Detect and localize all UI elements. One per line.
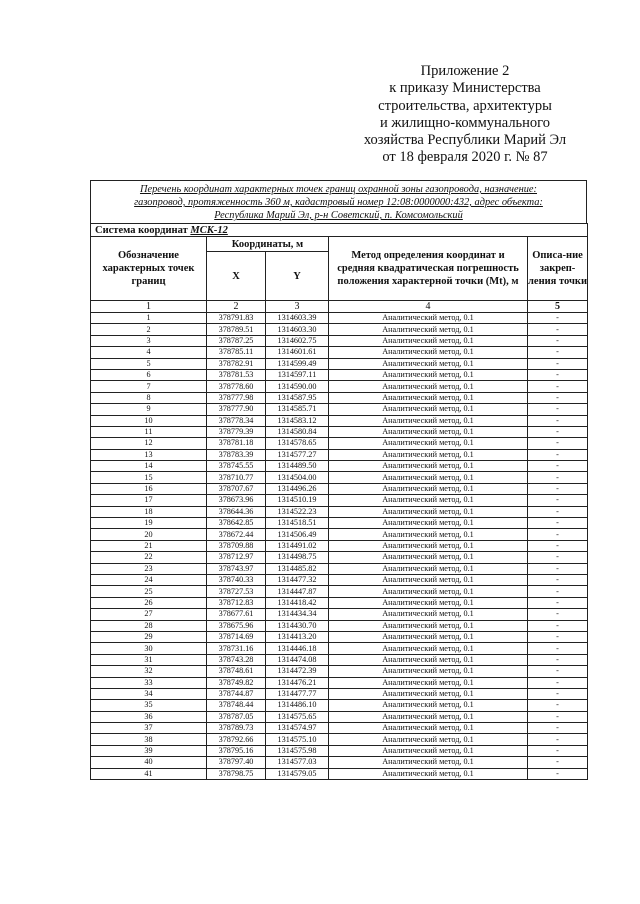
point-number-cell: 29	[91, 631, 207, 642]
point-number-cell: 20	[91, 529, 207, 540]
coord-y-cell: 1314430.70	[266, 620, 329, 631]
point-number-cell: 5	[91, 358, 207, 369]
coord-y-cell: 1314602.75	[266, 335, 329, 346]
table-row	[91, 540, 588, 551]
header-x: X	[207, 252, 266, 301]
table-row	[91, 426, 588, 437]
coord-x-cell: 378792.66	[207, 734, 266, 745]
description-cell: -	[528, 404, 588, 415]
column-number-row	[91, 301, 588, 313]
method-cell: Аналитический метод, 0.1	[329, 563, 528, 574]
method-cell: Аналитический метод, 0.1	[329, 506, 528, 517]
coord-y-cell: 1314601.61	[266, 347, 329, 358]
coord-y-cell: 1314496.26	[266, 483, 329, 494]
method-cell: Аналитический метод, 0.1	[329, 495, 528, 506]
point-number-cell: 1	[91, 313, 207, 324]
column-number: 3	[266, 301, 329, 313]
method-cell: Аналитический метод, 0.1	[329, 552, 528, 563]
appendix-line: строительства, архитектуры	[378, 97, 552, 114]
coord-y-cell: 1314477.77	[266, 688, 329, 699]
coord-y-cell: 1314587.95	[266, 392, 329, 403]
coord-x-cell: 378791.83	[207, 313, 266, 324]
method-cell: Аналитический метод, 0.1	[329, 483, 528, 494]
method-cell: Аналитический метод, 0.1	[329, 438, 528, 449]
coordinates-table	[90, 223, 588, 780]
method-cell: Аналитический метод, 0.1	[329, 711, 528, 722]
description-cell: -	[528, 472, 588, 483]
method-cell: Аналитический метод, 0.1	[329, 654, 528, 665]
point-number-cell: 21	[91, 540, 207, 551]
method-cell: Аналитический метод, 0.1	[329, 381, 528, 392]
description-cell: -	[528, 540, 588, 551]
description-cell: -	[528, 586, 588, 597]
method-cell: Аналитический метод, 0.1	[329, 734, 528, 745]
coord-y-cell: 1314472.39	[266, 666, 329, 677]
method-cell: Аналитический метод, 0.1	[329, 324, 528, 335]
point-number-cell: 41	[91, 768, 207, 779]
coord-x-cell: 378777.90	[207, 404, 266, 415]
description-cell: -	[528, 745, 588, 756]
point-number-cell: 14	[91, 461, 207, 472]
description-cell: -	[528, 609, 588, 620]
method-cell: Аналитический метод, 0.1	[329, 586, 528, 597]
coord-y-cell: 1314506.49	[266, 529, 329, 540]
coord-x-cell: 378712.83	[207, 597, 266, 608]
table-row	[91, 757, 588, 768]
title-line: Перечень координат характерных точек границ охранной зоны газопровода, назначение:	[139, 184, 537, 195]
description-cell: -	[528, 392, 588, 403]
header-method: Метод определения координат и средняя квадратическая погрешность положения характерной точки (Mt), м	[329, 237, 528, 301]
table-row	[91, 574, 588, 585]
point-number-cell: 28	[91, 620, 207, 631]
table-row	[91, 313, 588, 324]
coord-x-cell: 378781.18	[207, 438, 266, 449]
coord-y-cell: 1314446.18	[266, 643, 329, 654]
coord-x-cell: 378644.36	[207, 506, 266, 517]
point-number-cell: 34	[91, 688, 207, 699]
coord-y-cell: 1314486.10	[266, 700, 329, 711]
table-row	[91, 324, 588, 335]
table-row	[91, 518, 588, 529]
description-cell: -	[528, 563, 588, 574]
table-row	[91, 586, 588, 597]
description-cell: -	[528, 506, 588, 517]
point-number-cell: 7	[91, 381, 207, 392]
description-cell: -	[528, 313, 588, 324]
coord-x-cell: 378748.61	[207, 666, 266, 677]
coord-x-cell: 378710.77	[207, 472, 266, 483]
coord-y-cell: 1314418.42	[266, 597, 329, 608]
point-number-cell: 6	[91, 369, 207, 380]
point-number-cell: 9	[91, 404, 207, 415]
point-number-cell: 33	[91, 677, 207, 688]
method-cell: Аналитический метод, 0.1	[329, 358, 528, 369]
coord-x-cell: 378782.91	[207, 358, 266, 369]
coord-x-cell: 378743.97	[207, 563, 266, 574]
point-number-cell: 4	[91, 347, 207, 358]
appendix-line: и жилищно-коммунального	[379, 114, 551, 131]
column-number: 5	[528, 301, 588, 313]
table-row	[91, 335, 588, 346]
point-number-cell: 11	[91, 426, 207, 437]
coord-x-cell: 378675.96	[207, 620, 266, 631]
title-line: газопровод, протяженность 360 м, кадастровый номер 12:08:0000000:432, адрес объекта:	[134, 197, 543, 208]
table-row	[91, 392, 588, 403]
coord-y-cell: 1314578.65	[266, 438, 329, 449]
description-cell: -	[528, 620, 588, 631]
coord-y-cell: 1314489.50	[266, 461, 329, 472]
coord-x-cell: 378777.98	[207, 392, 266, 403]
description-cell: -	[528, 654, 588, 665]
table-row	[91, 461, 588, 472]
table-row	[91, 381, 588, 392]
point-number-cell: 36	[91, 711, 207, 722]
point-number-cell: 24	[91, 574, 207, 585]
coord-x-cell: 378789.51	[207, 324, 266, 335]
point-number-cell: 30	[91, 643, 207, 654]
document-title	[90, 180, 587, 223]
method-cell: Аналитический метод, 0.1	[329, 666, 528, 677]
method-cell: Аналитический метод, 0.1	[329, 426, 528, 437]
table-row	[91, 620, 588, 631]
method-cell: Аналитический метод, 0.1	[329, 688, 528, 699]
title-line: Республика Марий Эл, р-н Советский, п. Комсомольский	[214, 210, 463, 221]
coord-y-cell: 1314575.65	[266, 711, 329, 722]
method-cell: Аналитический метод, 0.1	[329, 723, 528, 734]
description-cell: -	[528, 358, 588, 369]
header-row	[91, 237, 588, 252]
coord-y-cell: 1314504.00	[266, 472, 329, 483]
description-cell: -	[528, 438, 588, 449]
table-row	[91, 415, 588, 426]
table-row	[91, 768, 588, 779]
coord-x-cell: 378714.69	[207, 631, 266, 642]
description-cell: -	[528, 347, 588, 358]
point-number-cell: 10	[91, 415, 207, 426]
coord-y-cell: 1314579.05	[266, 768, 329, 779]
method-cell: Аналитический метод, 0.1	[329, 631, 528, 642]
description-cell: -	[528, 768, 588, 779]
point-number-cell: 22	[91, 552, 207, 563]
header-coords: Координаты, м	[207, 237, 329, 252]
coord-x-cell: 378797.40	[207, 757, 266, 768]
header-y: Y	[266, 252, 329, 301]
coord-y-cell: 1314580.84	[266, 426, 329, 437]
coord-x-cell: 378789.73	[207, 723, 266, 734]
method-cell: Аналитический метод, 0.1	[329, 392, 528, 403]
method-cell: Аналитический метод, 0.1	[329, 677, 528, 688]
method-cell: Аналитический метод, 0.1	[329, 369, 528, 380]
point-number-cell: 40	[91, 757, 207, 768]
method-cell: Аналитический метод, 0.1	[329, 757, 528, 768]
appendix-line: к приказу Министерства	[389, 80, 541, 97]
description-cell: -	[528, 711, 588, 722]
method-cell: Аналитический метод, 0.1	[329, 609, 528, 620]
method-cell: Аналитический метод, 0.1	[329, 404, 528, 415]
coord-x-cell: 378709.88	[207, 540, 266, 551]
point-number-cell: 3	[91, 335, 207, 346]
coord-x-cell: 378798.75	[207, 768, 266, 779]
description-cell: -	[528, 495, 588, 506]
method-cell: Аналитический метод, 0.1	[329, 472, 528, 483]
description-cell: -	[528, 700, 588, 711]
column-number: 1	[91, 301, 207, 313]
description-cell: -	[528, 369, 588, 380]
method-cell: Аналитический метод, 0.1	[329, 518, 528, 529]
table-body	[91, 313, 588, 780]
coord-x-cell: 378743.28	[207, 654, 266, 665]
appendix-header	[320, 63, 610, 167]
coordinates-document	[90, 180, 587, 780]
table-row	[91, 529, 588, 540]
point-number-cell: 38	[91, 734, 207, 745]
point-number-cell: 13	[91, 449, 207, 460]
table-row	[91, 483, 588, 494]
point-number-cell: 12	[91, 438, 207, 449]
coord-x-cell: 378783.39	[207, 449, 266, 460]
coord-x-cell: 378712.97	[207, 552, 266, 563]
coord-x-cell: 378745.55	[207, 461, 266, 472]
method-cell: Аналитический метод, 0.1	[329, 700, 528, 711]
header-description: Описа-ние закреп-ления точки	[528, 237, 588, 301]
table-row	[91, 495, 588, 506]
table-row	[91, 711, 588, 722]
method-cell: Аналитический метод, 0.1	[329, 597, 528, 608]
description-cell: -	[528, 324, 588, 335]
table-row	[91, 358, 588, 369]
method-cell: Аналитический метод, 0.1	[329, 540, 528, 551]
coord-y-cell: 1314518.51	[266, 518, 329, 529]
coord-y-cell: 1314590.00	[266, 381, 329, 392]
coord-x-cell: 378673.96	[207, 495, 266, 506]
coord-x-cell: 378749.82	[207, 677, 266, 688]
coord-y-cell: 1314522.23	[266, 506, 329, 517]
point-number-cell: 15	[91, 472, 207, 483]
coord-y-cell: 1314476.21	[266, 677, 329, 688]
coordinate-system-label: Система координат	[95, 224, 188, 236]
coord-y-cell: 1314474.08	[266, 654, 329, 665]
description-cell: -	[528, 415, 588, 426]
coord-x-cell: 378642.85	[207, 518, 266, 529]
point-number-cell: 18	[91, 506, 207, 517]
table-row	[91, 700, 588, 711]
coord-x-cell: 378744.87	[207, 688, 266, 699]
point-number-cell: 23	[91, 563, 207, 574]
method-cell: Аналитический метод, 0.1	[329, 620, 528, 631]
description-cell: -	[528, 757, 588, 768]
description-cell: -	[528, 631, 588, 642]
description-cell: -	[528, 688, 588, 699]
coord-x-cell: 378727.53	[207, 586, 266, 597]
table-row	[91, 438, 588, 449]
method-cell: Аналитический метод, 0.1	[329, 529, 528, 540]
point-number-cell: 27	[91, 609, 207, 620]
coord-x-cell: 378785.11	[207, 347, 266, 358]
table-row	[91, 609, 588, 620]
table-row	[91, 563, 588, 574]
method-cell: Аналитический метод, 0.1	[329, 449, 528, 460]
point-number-cell: 32	[91, 666, 207, 677]
table-row	[91, 654, 588, 665]
table-row	[91, 643, 588, 654]
description-cell: -	[528, 381, 588, 392]
coord-x-cell: 378795.16	[207, 745, 266, 756]
coord-y-cell: 1314583.12	[266, 415, 329, 426]
coord-x-cell: 378787.05	[207, 711, 266, 722]
point-number-cell: 16	[91, 483, 207, 494]
coord-y-cell: 1314577.27	[266, 449, 329, 460]
coord-y-cell: 1314477.32	[266, 574, 329, 585]
method-cell: Аналитический метод, 0.1	[329, 574, 528, 585]
method-cell: Аналитический метод, 0.1	[329, 461, 528, 472]
coord-x-cell: 378779.39	[207, 426, 266, 437]
description-cell: -	[528, 643, 588, 654]
table-row	[91, 552, 588, 563]
method-cell: Аналитический метод, 0.1	[329, 313, 528, 324]
coord-x-cell: 378677.61	[207, 609, 266, 620]
method-cell: Аналитический метод, 0.1	[329, 745, 528, 756]
table-row	[91, 666, 588, 677]
coord-y-cell: 1314585.71	[266, 404, 329, 415]
point-number-cell: 2	[91, 324, 207, 335]
method-cell: Аналитический метод, 0.1	[329, 335, 528, 346]
coordinate-system-row	[91, 224, 588, 237]
coord-x-cell: 378740.33	[207, 574, 266, 585]
description-cell: -	[528, 461, 588, 472]
description-cell: -	[528, 574, 588, 585]
coord-y-cell: 1314434.34	[266, 609, 329, 620]
point-number-cell: 19	[91, 518, 207, 529]
point-number-cell: 8	[91, 392, 207, 403]
description-cell: -	[528, 734, 588, 745]
coord-y-cell: 1314575.10	[266, 734, 329, 745]
coord-x-cell: 378748.44	[207, 700, 266, 711]
table-row	[91, 449, 588, 460]
coord-y-cell: 1314575.98	[266, 745, 329, 756]
method-cell: Аналитический метод, 0.1	[329, 768, 528, 779]
coord-y-cell: 1314603.39	[266, 313, 329, 324]
coord-x-cell: 378672.44	[207, 529, 266, 540]
appendix-line: хозяйства Республики Марий Эл	[363, 132, 567, 149]
point-number-cell: 39	[91, 745, 207, 756]
table-row	[91, 723, 588, 734]
description-cell: -	[528, 666, 588, 677]
coordinate-system-value: МСК-12	[190, 224, 228, 236]
point-number-cell: 35	[91, 700, 207, 711]
coord-y-cell: 1314498.75	[266, 552, 329, 563]
table-row	[91, 347, 588, 358]
description-cell: -	[528, 597, 588, 608]
point-number-cell: 37	[91, 723, 207, 734]
coord-y-cell: 1314413.20	[266, 631, 329, 642]
description-cell: -	[528, 552, 588, 563]
table-row	[91, 472, 588, 483]
table-row	[91, 745, 588, 756]
point-number-cell: 26	[91, 597, 207, 608]
description-cell: -	[528, 426, 588, 437]
table-row	[91, 677, 588, 688]
coord-x-cell: 378778.34	[207, 415, 266, 426]
coord-x-cell: 378731.16	[207, 643, 266, 654]
method-cell: Аналитический метод, 0.1	[329, 347, 528, 358]
coord-y-cell: 1314485.82	[266, 563, 329, 574]
point-number-cell: 25	[91, 586, 207, 597]
description-cell: -	[528, 518, 588, 529]
coord-y-cell: 1314574.97	[266, 723, 329, 734]
description-cell: -	[528, 723, 588, 734]
table-row	[91, 404, 588, 415]
coord-y-cell: 1314510.19	[266, 495, 329, 506]
coord-x-cell: 378781.53	[207, 369, 266, 380]
table-row	[91, 688, 588, 699]
table-row	[91, 506, 588, 517]
description-cell: -	[528, 335, 588, 346]
table-row	[91, 734, 588, 745]
coord-y-cell: 1314447.87	[266, 586, 329, 597]
coord-y-cell: 1314603.30	[266, 324, 329, 335]
coord-x-cell: 378787.25	[207, 335, 266, 346]
appendix-line: Приложение 2	[420, 63, 510, 79]
description-cell: -	[528, 449, 588, 460]
coord-y-cell: 1314577.03	[266, 757, 329, 768]
column-number: 2	[207, 301, 266, 313]
coord-y-cell: 1314597.11	[266, 369, 329, 380]
coord-x-cell: 378778.60	[207, 381, 266, 392]
coord-y-cell: 1314599.49	[266, 358, 329, 369]
appendix-line: от 18 февраля 2020 г. № 87	[382, 149, 548, 166]
column-number: 4	[329, 301, 528, 313]
description-cell: -	[528, 483, 588, 494]
method-cell: Аналитический метод, 0.1	[329, 415, 528, 426]
description-cell: -	[528, 677, 588, 688]
header-point: Обозначение характерных точек границ	[91, 237, 207, 301]
point-number-cell: 31	[91, 654, 207, 665]
table-row	[91, 597, 588, 608]
method-cell: Аналитический метод, 0.1	[329, 643, 528, 654]
coord-x-cell: 378707.67	[207, 483, 266, 494]
coord-y-cell: 1314491.02	[266, 540, 329, 551]
point-number-cell: 17	[91, 495, 207, 506]
table-row	[91, 631, 588, 642]
table-row	[91, 369, 588, 380]
description-cell: -	[528, 529, 588, 540]
